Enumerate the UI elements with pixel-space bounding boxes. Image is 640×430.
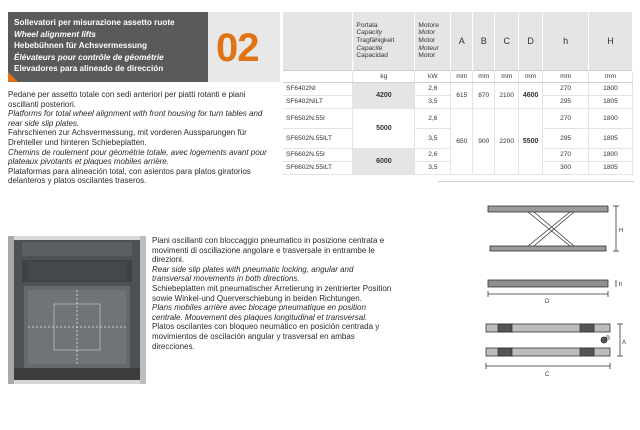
header-h: h xyxy=(543,12,589,70)
header-hh: H xyxy=(589,12,633,70)
slip-desc-en: Rear side slip plates with pneumatic locking, angular and transversal movements in both directions. xyxy=(152,264,354,284)
table-row: SF6402NI 4200 2,6 615 870 2100 4600 270 1800 xyxy=(283,82,633,95)
top-view xyxy=(486,324,623,369)
header-motor: Motore Motor Motor Moteur Motor xyxy=(415,12,451,70)
title-en: Wheel alignment lifts xyxy=(14,29,96,39)
desc-es: Plataformas para alineación total, con asientos para platos giratorios delanteros y platos oscilantes traseros. xyxy=(8,166,251,186)
header-c: C xyxy=(495,12,519,70)
header-d: D xyxy=(519,12,543,70)
cap-4200: 4200 xyxy=(353,82,415,108)
side-view xyxy=(488,206,619,251)
header-capacity: Portata Capacity Tragfähigkeit Capacité Capacidad xyxy=(353,12,415,70)
dim-h-small: h xyxy=(619,282,623,288)
slip-plate-photo xyxy=(8,236,146,384)
dim-d: D xyxy=(545,299,550,305)
section-number: 02 xyxy=(216,26,259,70)
slip-plate-description xyxy=(152,236,392,351)
header-a: A xyxy=(451,12,473,70)
dim-h-big: H xyxy=(619,228,624,234)
technical-drawings xyxy=(478,184,630,384)
section-badge xyxy=(208,12,280,82)
dim-b: B xyxy=(606,336,611,342)
slip-desc-it: Piani oscillanti con bloccaggio pneumatico in posizione centrata e movimenti di oscillazione angolare e trasversale in entrambe le direzioni. xyxy=(152,236,385,265)
table-row: SF6602N.55ILT 3,5 300 1805 xyxy=(283,161,633,174)
separator-line xyxy=(438,181,634,182)
spec-table xyxy=(283,12,633,175)
header-b: B xyxy=(473,12,495,70)
corner-mark xyxy=(8,72,18,82)
header-model xyxy=(283,12,353,70)
title-es: Elevadores para alineado de dirección xyxy=(14,64,164,73)
table-row: SF6402NILT 3,5 295 1805 xyxy=(283,95,633,108)
slip-desc-es: Platos oscilantes con bloqueo neumático en posición centrada y movimientos de oscilación angular y trasversal en ambas direcciones. xyxy=(152,322,380,351)
header-block xyxy=(8,12,208,82)
title-fr: Élévateurs pour contrôle de géométrie xyxy=(14,52,164,62)
platform-description xyxy=(8,90,278,186)
table-row: SF6602N.55I 6000 2,6 270 1800 xyxy=(283,148,633,161)
dim-a: A xyxy=(622,340,627,346)
dim-c: C xyxy=(545,372,550,378)
lowered-view xyxy=(488,280,616,297)
slip-desc-de: Schiebeplatten mit pneumatischer Arretierung in zentrierter Position sowie Winkel-und Querverschiebung in beiden Richtungen. xyxy=(152,283,392,303)
slip-desc-fr: Plans mobiles arrière avec blocage pneumatique en position centrale. Mouvement des plaques longitudinal et transversal. xyxy=(152,303,368,322)
title-de: Hebebühnen für Achsvermessung xyxy=(14,41,147,50)
desc-it: Pedane per assetto totale con sedi anteriori per piatti rotanti e piani oscillanti posteriori. xyxy=(8,90,246,109)
desc-en: Platforms for total wheel alignment with front housing for turn tables and rear side slip plates. xyxy=(8,109,263,128)
title-it: Sollevatori per misurazione assetto ruote xyxy=(14,18,175,27)
desc-fr: Chemins de roulement pour géométrie totale, avec logements avant pour plateaux pivotants et plaques mobiles arrière. xyxy=(8,147,267,167)
table-row: SF6502N.55I 5000 2,6 650 900 2200 5500 270 1800 xyxy=(283,108,633,128)
desc-de: Fahrschienen zur Achsvermessung, mit vorderen Aussparungen für Drehteller und hinteren Schiebeplatten. xyxy=(8,128,247,147)
units-row: kg kW mm mm mm mm mm mm xyxy=(283,70,633,82)
cap-5000: 5000 xyxy=(353,108,415,148)
cap-6000: 6000 xyxy=(353,148,415,174)
table-row: SF6502N.55ILT 3,5 295 1805 xyxy=(283,128,633,148)
